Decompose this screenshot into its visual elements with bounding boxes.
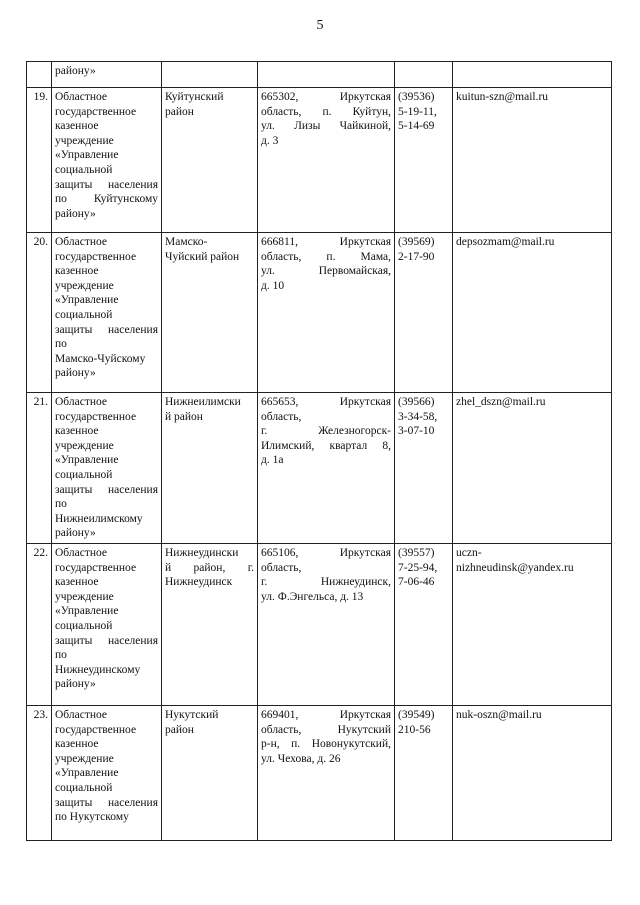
- org-line: социальной: [55, 163, 113, 176]
- org-line: социальной: [55, 308, 113, 321]
- cell-org: [52, 233, 162, 393]
- org-line: защиты населения: [55, 796, 158, 809]
- cell-email[interactable]: [453, 88, 612, 233]
- phone-line: 2-17-90: [398, 250, 435, 263]
- cell-address: [258, 62, 395, 88]
- phone-line: (39566): [398, 396, 435, 408]
- org-line: «Управление: [55, 767, 119, 780]
- cell-phone: [395, 233, 453, 393]
- org-line: по Куйтунскому: [55, 193, 158, 206]
- address-line: область, Нукутский: [261, 723, 391, 736]
- address-line: область, п. Куйтун,: [261, 105, 391, 118]
- address-line: 666811, Иркутская: [261, 236, 391, 248]
- email-line: kuitun-szn@mail.ru: [456, 91, 549, 103]
- email-line: depsozmam@mail.ru: [456, 236, 555, 248]
- phone-line: (39557): [398, 546, 435, 559]
- org-line: казенное: [55, 265, 99, 278]
- org-line: району»: [55, 367, 96, 380]
- cell-phone: [395, 393, 453, 544]
- email-line: zhel_dszn@mail.ru: [456, 396, 546, 408]
- phone-line: 3-34-58,: [398, 410, 438, 423]
- phone-line: 7-06-46: [398, 576, 435, 589]
- address-line: р-н, п. Новонукутский,: [261, 738, 391, 751]
- row-number: 21.: [27, 393, 52, 544]
- district-line: Куйтунский: [165, 91, 224, 103]
- org-line: району»: [55, 65, 96, 77]
- page-number: 5: [316, 18, 324, 33]
- cell-address: [258, 705, 395, 840]
- org-line: Областное: [55, 236, 107, 248]
- row-number: 19.: [27, 88, 52, 233]
- cell-district: [162, 88, 258, 233]
- address-line: область,: [261, 410, 302, 423]
- cell-address: [258, 393, 395, 544]
- address-line: Илимский, квартал 8,: [261, 439, 391, 452]
- org-line: государственное: [55, 105, 137, 118]
- org-line: Областное: [55, 91, 107, 103]
- org-line: защиты населения: [55, 634, 158, 647]
- org-line: государственное: [55, 723, 137, 736]
- cell-email[interactable]: [453, 393, 612, 544]
- address-line: д. 1а: [261, 454, 284, 467]
- org-line: Нижнеилимскому: [55, 512, 143, 525]
- org-line: по Нукутскому: [55, 811, 129, 824]
- cell-org: [52, 393, 162, 544]
- address-line: 665106, Иркутская: [261, 546, 391, 559]
- district-line: й район: [165, 410, 203, 423]
- address-line: область,: [261, 561, 302, 574]
- org-line: защиты населения: [55, 178, 158, 191]
- cell-district: [162, 543, 258, 705]
- org-line: учреждение: [55, 439, 114, 452]
- row-number: 20.: [27, 233, 52, 393]
- cell-email[interactable]: [453, 543, 612, 705]
- cell-district: [162, 62, 258, 88]
- org-line: Областное: [55, 708, 107, 721]
- org-line: казенное: [55, 425, 99, 438]
- cell-address: [258, 233, 395, 393]
- address-line: д. 10: [261, 279, 285, 292]
- org-line: казенное: [55, 738, 99, 751]
- cell-district: [162, 705, 258, 840]
- district-line: Нижнеудински: [165, 546, 239, 559]
- table-row: [27, 233, 612, 393]
- table-row: [27, 62, 612, 88]
- row-number: [27, 62, 52, 88]
- org-line: Областное: [55, 396, 107, 408]
- district-line: Мамско-: [165, 236, 208, 248]
- cell-phone: [395, 705, 453, 840]
- org-line: району»: [55, 678, 96, 691]
- org-line: «Управление: [55, 454, 119, 467]
- org-line: казенное: [55, 576, 99, 589]
- org-line: учреждение: [55, 134, 114, 147]
- org-line: казенное: [55, 120, 99, 133]
- org-line: учреждение: [55, 590, 114, 603]
- cell-address: [258, 543, 395, 705]
- org-line: учреждение: [55, 752, 114, 765]
- cell-phone: [395, 543, 453, 705]
- table-row: [27, 88, 612, 233]
- cell-district: [162, 393, 258, 544]
- phone-line: 7-25-94,: [398, 561, 438, 574]
- address-line: ул. Чехова, д. 26: [261, 752, 341, 765]
- org-line: социальной: [55, 781, 113, 794]
- org-line: Мамско-Чуйскому: [55, 352, 146, 365]
- cell-phone: [395, 62, 453, 88]
- cell-org: [52, 705, 162, 840]
- phone-line: 5-19-11,: [398, 105, 437, 118]
- cell-email[interactable]: [453, 705, 612, 840]
- org-line: по: [55, 649, 67, 662]
- email-line: uczn-: [456, 546, 482, 559]
- district-line: район: [165, 723, 194, 736]
- address-line: область, п. Мама,: [261, 250, 391, 263]
- address-line: г. Железногорск-: [261, 425, 391, 438]
- org-line: Нижнеудинскому: [55, 663, 141, 676]
- district-line: Нижнеудинск: [165, 576, 233, 589]
- cell-org: [52, 62, 162, 88]
- address-line: 665653, Иркутская: [261, 396, 391, 408]
- org-line: защиты населения: [55, 483, 158, 496]
- district-line: й район, г.: [165, 561, 254, 574]
- email-line: nuk-oszn@mail.ru: [456, 708, 542, 721]
- phone-line: (39549): [398, 708, 435, 721]
- phone-line: (39536): [398, 91, 435, 103]
- org-line: по: [55, 338, 67, 351]
- row-number: 23.: [27, 705, 52, 840]
- org-line: социальной: [55, 468, 113, 481]
- org-line: «Управление: [55, 149, 119, 162]
- org-line: учреждение: [55, 279, 114, 292]
- address-line: 669401, Иркутская: [261, 708, 391, 721]
- district-line: Нукутский: [165, 708, 219, 721]
- phone-line: 5-14-69: [398, 120, 435, 133]
- cell-address: [258, 88, 395, 233]
- org-line: району»: [55, 207, 96, 220]
- org-line: государственное: [55, 561, 137, 574]
- email-line: nizhneudinsk@yandex.ru: [456, 561, 574, 574]
- table-body: [27, 62, 612, 841]
- org-line: защиты населения: [55, 323, 158, 336]
- cell-district: [162, 233, 258, 393]
- table-row: [27, 543, 612, 705]
- institutions-table: [26, 61, 612, 841]
- address-line: ул. Лизы Чайкиной,: [261, 120, 391, 133]
- org-line: социальной: [55, 619, 113, 632]
- phone-line: (39569): [398, 236, 435, 248]
- district-line: Чуйский район: [165, 250, 240, 263]
- cell-email[interactable]: [453, 62, 612, 88]
- org-line: «Управление: [55, 605, 119, 618]
- phone-line: 210-56: [398, 723, 431, 736]
- address-line: ул. Ф.Энгельса, д. 13: [261, 590, 364, 603]
- district-line: район: [165, 105, 194, 118]
- cell-org: [52, 88, 162, 233]
- org-line: району»: [55, 527, 96, 540]
- cell-phone: [395, 88, 453, 233]
- cell-org: [52, 543, 162, 705]
- address-line: д. 3: [261, 134, 279, 147]
- address-line: 665302, Иркутская: [261, 91, 391, 103]
- address-line: ул. Первомайская,: [261, 265, 391, 278]
- table-row: [27, 705, 612, 840]
- district-line: Нижнеилимски: [165, 396, 241, 408]
- row-number: 22.: [27, 543, 52, 705]
- address-line: г. Нижнеудинск,: [261, 576, 391, 589]
- org-line: Областное: [55, 546, 107, 559]
- org-line: государственное: [55, 410, 137, 423]
- table-row: [27, 393, 612, 544]
- cell-email[interactable]: [453, 233, 612, 393]
- org-line: государственное: [55, 250, 137, 263]
- org-line: по: [55, 498, 67, 511]
- org-line: «Управление: [55, 294, 119, 307]
- phone-line: 3-07-10: [398, 425, 435, 438]
